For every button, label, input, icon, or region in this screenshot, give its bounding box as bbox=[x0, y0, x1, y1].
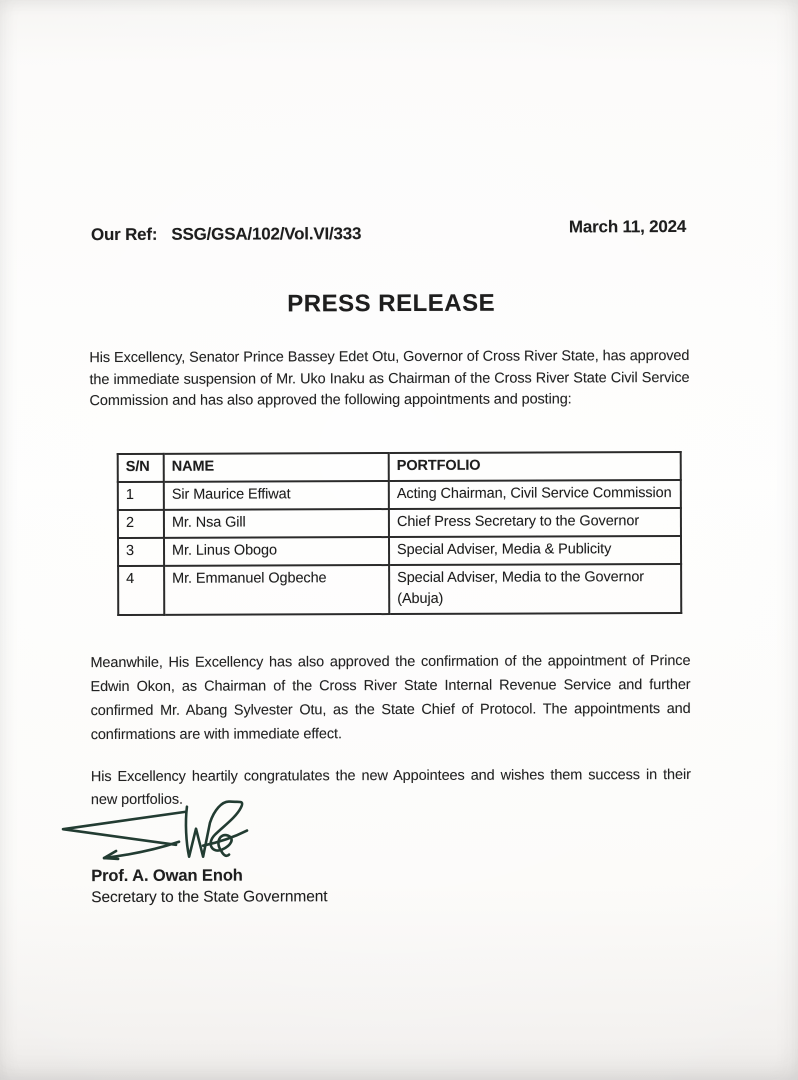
cell-name: Mr. Nsa Gill bbox=[164, 509, 389, 538]
cell-portfolio: Special Adviser, Media to the Governor (Abuja) bbox=[389, 564, 681, 614]
paragraph-confirmations: Meanwhile, His Excellency has also approved the confirmation of the appointment of Prince Edwin Okon, as Chairman of the Cross River State Internal Revenue Service and further confirmed Mr. Abang Sylvester Otu, as the State Chief of Protocol. The appointments and confirmations are with immediate effect. bbox=[90, 652, 691, 744]
signature bbox=[59, 797, 261, 872]
reference-label: Our Ref: bbox=[90, 224, 158, 245]
cell-sn: 2 bbox=[118, 510, 164, 538]
document-title: PRESS RELEASE bbox=[287, 289, 496, 318]
paragraph-suspension: His Excellency, Senator Prince Bassey Edet Otu, Governor of Cross River State, has approved the immediate suspension of Mr. Uko Inaku as Chairman of the Cross River State Civil Service Commission and has also approved the following appointments and posting: bbox=[89, 347, 690, 410]
signatory-name: Prof. A. Owan Enoh bbox=[91, 866, 243, 886]
cell-name: Sir Maurice Effiwat bbox=[164, 481, 389, 510]
header-portfolio: PORTFOLIO bbox=[389, 452, 681, 481]
table-row bbox=[118, 536, 681, 566]
table-row bbox=[118, 508, 681, 538]
signature-ink-icon bbox=[59, 797, 261, 872]
appointments-table bbox=[117, 451, 683, 616]
table-header-row bbox=[118, 452, 681, 482]
cell-name: Mr. Emmanuel Ogbeche bbox=[164, 565, 389, 615]
cell-portfolio: Acting Chairman, Civil Service Commission bbox=[389, 480, 681, 509]
cell-name: Mr. Linus Obogo bbox=[164, 537, 389, 566]
cell-sn: 4 bbox=[118, 566, 164, 615]
header-name: NAME bbox=[164, 453, 389, 482]
table-row bbox=[118, 480, 681, 510]
cell-sn: 3 bbox=[118, 538, 164, 566]
reference-line bbox=[91, 224, 361, 245]
document-date: March 11, 2024 bbox=[568, 216, 687, 237]
signatory-role: Secretary to the State Government bbox=[91, 888, 328, 907]
cell-portfolio: Special Adviser, Media & Publicity bbox=[389, 536, 681, 565]
reference-number: SSG/GSA/102/Vol.VI/333 bbox=[171, 224, 362, 244]
table-row bbox=[118, 564, 681, 615]
header-sn: S/N bbox=[118, 454, 164, 482]
paragraph-congratulations: His Excellency heartily congratulates the new Appointees and wishes them success in their new portfolios. bbox=[90, 766, 691, 809]
cell-portfolio: Chief Press Secretary to the Governor bbox=[389, 508, 681, 537]
cell-sn: 1 bbox=[118, 482, 164, 510]
